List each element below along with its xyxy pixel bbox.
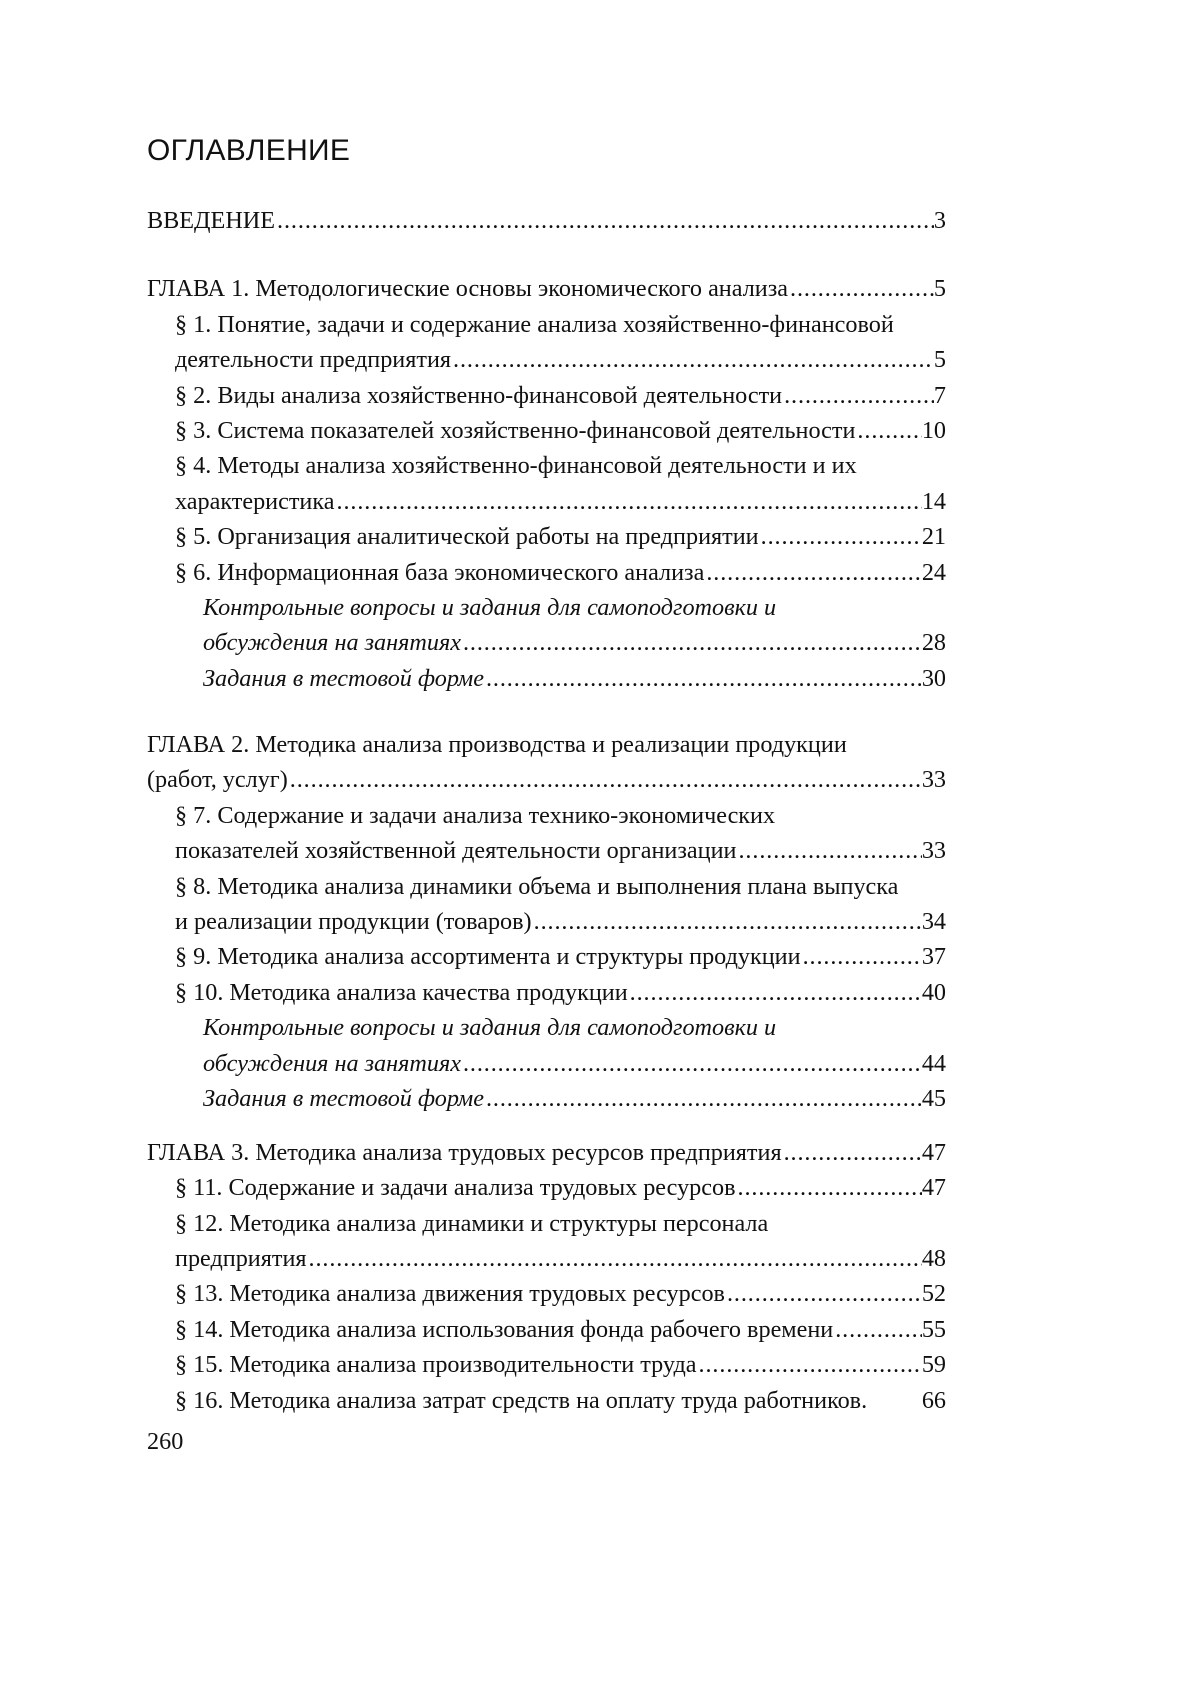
toc-entry[interactable] bbox=[147, 519, 946, 554]
toc-entry-title: § 9. Методика анализа ассортимента и структуры продукции bbox=[175, 943, 801, 971]
toc-entry-page: 52 bbox=[921, 1280, 946, 1308]
toc-entry-title: Контрольные вопросы и задания для самоподготовки и bbox=[203, 1014, 777, 1042]
toc-entry-title: обсуждения на занятиях bbox=[203, 629, 461, 657]
dot-leader bbox=[484, 1081, 922, 1116]
toc-entry-page: 28 bbox=[921, 629, 946, 657]
toc-entry[interactable] bbox=[147, 555, 946, 590]
toc-entry[interactable] bbox=[147, 413, 946, 448]
toc-entry[interactable] bbox=[147, 762, 946, 797]
toc-entry[interactable] bbox=[147, 1383, 946, 1418]
toc-entry-page: 33 bbox=[921, 766, 946, 794]
dot-leader bbox=[782, 1135, 922, 1170]
dot-leader bbox=[801, 939, 922, 974]
toc-entry-title: § 2. Виды анализа хозяйственно-финансовой деятельности bbox=[175, 381, 783, 409]
dot-leader bbox=[704, 555, 921, 590]
toc-entry[interactable] bbox=[147, 1276, 946, 1311]
toc-entry[interactable] bbox=[147, 833, 946, 868]
toc-entry-line[interactable] bbox=[147, 1010, 946, 1045]
toc-entry-title: показателей хозяйственной деятельности организации bbox=[175, 837, 737, 865]
dot-leader bbox=[484, 661, 922, 696]
toc-entry[interactable] bbox=[147, 625, 946, 660]
toc-entry-title: § 13. Методика анализа движения трудовых ресурсов bbox=[175, 1280, 725, 1308]
dot-leader bbox=[461, 625, 922, 660]
toc-entry-page: 14 bbox=[921, 487, 946, 515]
toc-entry-page: 10 bbox=[921, 416, 946, 444]
toc-entry-title: (работ, услуг) bbox=[147, 766, 288, 794]
toc-entry-page: 7 bbox=[933, 381, 946, 409]
toc-entry-title: Контрольные вопросы и задания для самоподготовки и bbox=[203, 593, 777, 621]
toc-entry[interactable] bbox=[147, 904, 946, 939]
toc-entry-page: 55 bbox=[921, 1315, 946, 1343]
toc-entry-title: и реализации продукции (товаров) bbox=[175, 908, 532, 936]
toc-entry-title: деятельности предприятия bbox=[175, 346, 452, 374]
toc-entry-title: предприятия bbox=[175, 1245, 307, 1273]
toc-entry-title: ГЛАВА 1. Методологические основы экономического анализа bbox=[147, 275, 789, 303]
toc-entry[interactable] bbox=[147, 378, 946, 413]
toc-entry[interactable] bbox=[147, 1312, 946, 1347]
dot-leader bbox=[855, 413, 921, 448]
toc-entry-title: § 12. Методика анализа динамики и структуры персонала bbox=[175, 1209, 769, 1237]
toc-entry[interactable] bbox=[147, 1347, 946, 1382]
toc-entry-title: ГЛАВА 2. Методика анализа производства и реализации продукции bbox=[147, 731, 847, 759]
toc-entry-line[interactable] bbox=[147, 307, 946, 342]
spacer bbox=[867, 1383, 922, 1418]
page-title: ОГЛАВЛЕНИЕ bbox=[147, 134, 351, 167]
toc-entry-page: 24 bbox=[921, 558, 946, 586]
toc-entry-page: 30 bbox=[921, 664, 946, 692]
dot-leader bbox=[736, 833, 921, 868]
toc-entry-page: 45 bbox=[921, 1084, 946, 1112]
toc-entry-page: 40 bbox=[921, 978, 946, 1006]
toc-entry-title: § 11. Содержание и задачи анализа трудовых ресурсов bbox=[175, 1174, 736, 1202]
dot-leader bbox=[788, 271, 934, 306]
toc-intro-group bbox=[147, 203, 946, 238]
toc-chapter-3-group bbox=[147, 1135, 946, 1418]
toc-entry-page: 59 bbox=[921, 1351, 946, 1379]
dot-leader bbox=[335, 484, 922, 519]
dot-leader bbox=[307, 1241, 922, 1276]
toc-entry[interactable] bbox=[147, 203, 946, 238]
dot-leader bbox=[275, 203, 934, 238]
toc-entry-page: 5 bbox=[933, 346, 946, 374]
dot-leader bbox=[782, 378, 934, 413]
toc-entry-page: 33 bbox=[921, 837, 946, 865]
toc-chapter-2-group bbox=[147, 727, 946, 1116]
toc-entry-page: 34 bbox=[921, 908, 946, 936]
toc-entry[interactable] bbox=[147, 975, 946, 1010]
dot-leader bbox=[725, 1276, 922, 1311]
toc-entry-title: § 7. Содержание и задачи анализа технико-экономических bbox=[175, 801, 776, 829]
toc-entry-line[interactable] bbox=[147, 869, 946, 904]
toc-entry[interactable] bbox=[147, 1135, 946, 1170]
dot-leader bbox=[628, 975, 922, 1010]
toc-entry[interactable] bbox=[147, 342, 946, 377]
dot-leader bbox=[697, 1347, 922, 1382]
dot-leader bbox=[451, 342, 934, 377]
toc-entry-title: § 4. Методы анализа хозяйственно-финансовой деятельности и их bbox=[175, 452, 857, 480]
toc-entry-title: § 3. Система показателей хозяйственно-финансовой деятельности bbox=[175, 416, 856, 444]
toc-entry-title: Задания в тестовой форме bbox=[203, 664, 484, 692]
toc-entry-title: § 1. Понятие, задачи и содержание анализа хозяйственно-финансовой bbox=[175, 310, 894, 338]
toc-entry-page: 21 bbox=[921, 523, 946, 551]
toc-entry-title: ГЛАВА 3. Методика анализа трудовых ресурсов предприятия bbox=[147, 1138, 782, 1166]
toc-entry-page: 47 bbox=[921, 1174, 946, 1202]
toc-entry-page: 66 bbox=[921, 1386, 946, 1414]
toc-entry-title: характеристика bbox=[175, 487, 335, 515]
toc-entry-line[interactable] bbox=[147, 590, 946, 625]
toc-entry[interactable] bbox=[147, 939, 946, 974]
toc-entry-title: § 8. Методика анализа динамики объема и выполнения плана выпуска bbox=[175, 872, 899, 900]
toc-entry-line[interactable] bbox=[147, 1206, 946, 1241]
toc-entry-title: обсуждения на занятиях bbox=[203, 1049, 461, 1077]
dot-leader bbox=[288, 762, 922, 797]
toc-entry-title: ВВЕДЕНИЕ bbox=[147, 207, 276, 234]
dot-leader bbox=[833, 1312, 922, 1347]
dot-leader bbox=[461, 1046, 922, 1081]
toc-entry[interactable] bbox=[147, 484, 946, 519]
toc-entry-page: 48 bbox=[921, 1245, 946, 1273]
dot-leader bbox=[532, 904, 922, 939]
toc-entry[interactable] bbox=[147, 661, 946, 696]
toc-entry-page: 44 bbox=[921, 1049, 946, 1077]
toc-entry-page: 5 bbox=[933, 275, 946, 303]
toc-entry[interactable] bbox=[147, 1081, 946, 1116]
table-of-contents bbox=[147, 203, 946, 1418]
toc-entry-title: § 10. Методика анализа качества продукции bbox=[175, 978, 628, 1006]
toc-entry[interactable] bbox=[147, 1170, 946, 1205]
dot-leader bbox=[759, 519, 922, 554]
toc-entry-line[interactable] bbox=[147, 448, 946, 483]
toc-entry-page: 47 bbox=[921, 1138, 946, 1166]
toc-entry-title: Задания в тестовой форме bbox=[203, 1084, 484, 1112]
toc-entry[interactable] bbox=[147, 1046, 946, 1081]
toc-entry[interactable] bbox=[147, 1241, 946, 1276]
toc-entry-title: § 14. Методика анализа использования фонда рабочего времени bbox=[175, 1315, 834, 1343]
toc-entry-page: 3 bbox=[933, 207, 946, 234]
toc-entry-line[interactable] bbox=[147, 727, 946, 762]
toc-entry-title: § 5. Организация аналитической работы на предприятии bbox=[175, 523, 759, 551]
toc-entry-line[interactable] bbox=[147, 798, 946, 833]
toc-entry-title: § 16. Методика анализа затрат средств на оплату труда работников. bbox=[175, 1386, 868, 1414]
toc-entry[interactable] bbox=[147, 271, 946, 306]
toc-entry-page: 37 bbox=[921, 943, 946, 971]
dot-leader bbox=[736, 1170, 922, 1205]
toc-chapter-1-group bbox=[147, 271, 946, 696]
toc-entry-title: § 6. Информационная база экономического анализа bbox=[175, 558, 705, 586]
page-number: 260 bbox=[147, 1428, 184, 1455]
toc-entry-title: § 15. Методика анализа производительности труда bbox=[175, 1351, 697, 1379]
